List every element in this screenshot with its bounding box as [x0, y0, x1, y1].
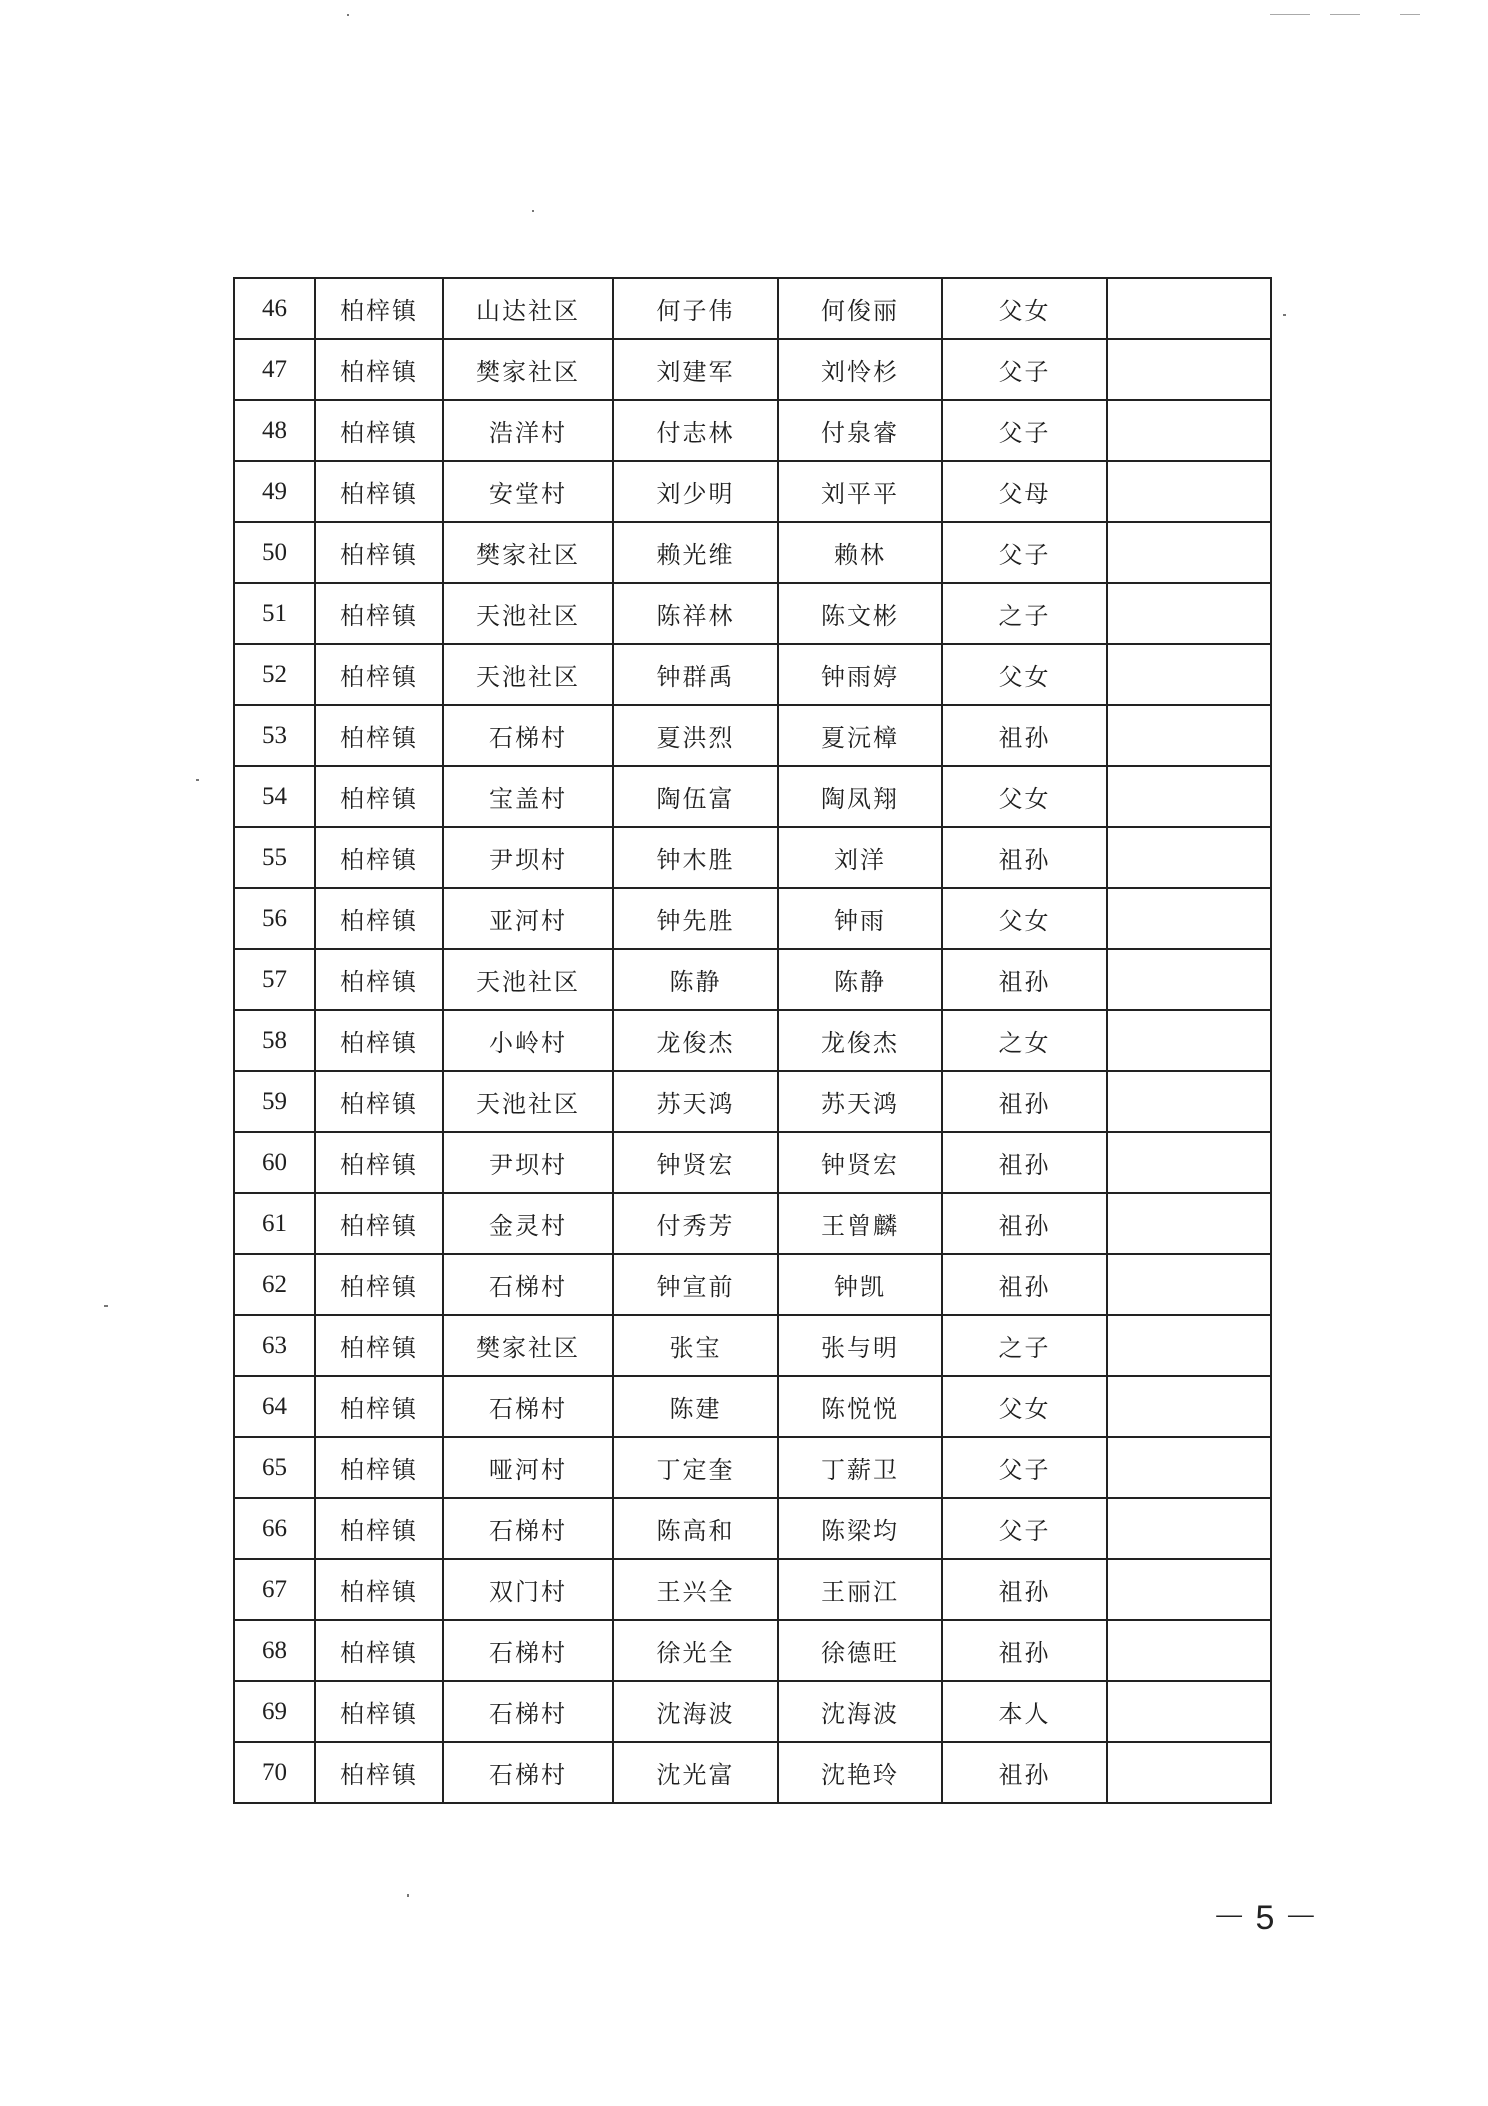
row-number-cell: 47 [234, 339, 315, 400]
applicant-name-cell: 沈海波 [613, 1681, 778, 1742]
table-row [234, 339, 1271, 400]
village-cell: 石梯村 [443, 705, 613, 766]
village-cell: 天池社区 [443, 583, 613, 644]
relationship-cell: 祖孙 [942, 1742, 1107, 1803]
relationship-cell: 祖孙 [942, 705, 1107, 766]
relationship-cell: 父女 [942, 644, 1107, 705]
row-number-cell: 53 [234, 705, 315, 766]
table-row [234, 766, 1271, 827]
table-row [234, 461, 1271, 522]
town-cell: 柏梓镇 [315, 644, 443, 705]
applicant-name-cell: 张宝 [613, 1315, 778, 1376]
remark-cell [1107, 1437, 1271, 1498]
table-row [234, 949, 1271, 1010]
town-cell: 柏梓镇 [315, 888, 443, 949]
remark-cell [1107, 461, 1271, 522]
applicant-name-cell: 钟先胜 [613, 888, 778, 949]
row-number-cell: 55 [234, 827, 315, 888]
village-cell: 宝盖村 [443, 766, 613, 827]
scan-speck [407, 1894, 409, 1897]
recipient-name-cell: 陈文彬 [778, 583, 942, 644]
relationship-cell: 父母 [942, 461, 1107, 522]
row-number-cell: 58 [234, 1010, 315, 1071]
row-number-cell: 51 [234, 583, 315, 644]
applicant-name-cell: 沈光富 [613, 1742, 778, 1803]
relationship-cell: 父子 [942, 522, 1107, 583]
table-row [234, 400, 1271, 461]
relationship-cell: 祖孙 [942, 1193, 1107, 1254]
row-number-cell: 60 [234, 1132, 315, 1193]
village-cell: 天池社区 [443, 949, 613, 1010]
recipient-name-cell: 刘洋 [778, 827, 942, 888]
recipient-name-cell: 赖林 [778, 522, 942, 583]
row-number-cell: 61 [234, 1193, 315, 1254]
table-row [234, 888, 1271, 949]
row-number-cell: 69 [234, 1681, 315, 1742]
remark-cell [1107, 888, 1271, 949]
relationship-cell: 父子 [942, 400, 1107, 461]
village-cell: 石梯村 [443, 1620, 613, 1681]
remark-cell [1107, 1193, 1271, 1254]
town-cell: 柏梓镇 [315, 1498, 443, 1559]
row-number-cell: 63 [234, 1315, 315, 1376]
village-cell: 双门村 [443, 1559, 613, 1620]
town-cell: 柏梓镇 [315, 339, 443, 400]
remark-cell [1107, 1620, 1271, 1681]
relationship-cell: 本人 [942, 1681, 1107, 1742]
village-cell: 浩洋村 [443, 400, 613, 461]
applicant-name-cell: 徐光全 [613, 1620, 778, 1681]
town-cell: 柏梓镇 [315, 827, 443, 888]
village-cell: 尹坝村 [443, 1132, 613, 1193]
town-cell: 柏梓镇 [315, 1132, 443, 1193]
recipient-name-cell: 徐德旺 [778, 1620, 942, 1681]
remark-cell [1107, 1376, 1271, 1437]
village-cell: 石梯村 [443, 1376, 613, 1437]
row-number-cell: 65 [234, 1437, 315, 1498]
relationship-cell: 祖孙 [942, 1559, 1107, 1620]
table-row [234, 1620, 1271, 1681]
recipient-name-cell: 夏沅樟 [778, 705, 942, 766]
town-cell: 柏梓镇 [315, 583, 443, 644]
row-number-cell: 50 [234, 522, 315, 583]
recipient-name-cell: 沈艳玲 [778, 1742, 942, 1803]
table-row [234, 1071, 1271, 1132]
remark-cell [1107, 1498, 1271, 1559]
recipient-name-cell: 钟雨 [778, 888, 942, 949]
relationship-cell: 祖孙 [942, 1071, 1107, 1132]
village-cell: 天池社区 [443, 1071, 613, 1132]
recipient-name-cell: 陈悦悦 [778, 1376, 942, 1437]
town-cell: 柏梓镇 [315, 705, 443, 766]
relationship-cell: 之子 [942, 583, 1107, 644]
recipient-name-cell: 龙俊杰 [778, 1010, 942, 1071]
table-row [234, 1559, 1271, 1620]
recipient-name-cell: 丁薪卫 [778, 1437, 942, 1498]
row-number-cell: 52 [234, 644, 315, 705]
table-row [234, 1315, 1271, 1376]
scan-speck [1330, 14, 1360, 15]
town-cell: 柏梓镇 [315, 1681, 443, 1742]
relationship-cell: 父女 [942, 1376, 1107, 1437]
relationship-cell: 祖孙 [942, 1254, 1107, 1315]
town-cell: 柏梓镇 [315, 1742, 443, 1803]
table-row [234, 1681, 1271, 1742]
recipient-name-cell: 陈静 [778, 949, 942, 1010]
village-cell: 山达社区 [443, 278, 613, 339]
village-cell: 石梯村 [443, 1254, 613, 1315]
table-row [234, 644, 1271, 705]
remark-cell [1107, 278, 1271, 339]
applicant-name-cell: 付志林 [613, 400, 778, 461]
recipient-name-cell: 王曾麟 [778, 1193, 942, 1254]
remark-cell [1107, 644, 1271, 705]
row-number-cell: 68 [234, 1620, 315, 1681]
recipient-name-cell: 沈海波 [778, 1681, 942, 1742]
town-cell: 柏梓镇 [315, 1071, 443, 1132]
table-row [234, 1437, 1271, 1498]
recipient-name-cell: 何俊丽 [778, 278, 942, 339]
town-cell: 柏梓镇 [315, 1315, 443, 1376]
town-cell: 柏梓镇 [315, 1559, 443, 1620]
applicant-name-cell: 钟木胜 [613, 827, 778, 888]
row-number-cell: 56 [234, 888, 315, 949]
row-number-cell: 54 [234, 766, 315, 827]
village-cell: 哑河村 [443, 1437, 613, 1498]
town-cell: 柏梓镇 [315, 1376, 443, 1437]
relationship-cell: 父子 [942, 339, 1107, 400]
village-cell: 樊家社区 [443, 339, 613, 400]
table-row [234, 827, 1271, 888]
applicant-name-cell: 钟宣前 [613, 1254, 778, 1315]
relationship-cell: 祖孙 [942, 949, 1107, 1010]
relationship-cell: 祖孙 [942, 827, 1107, 888]
town-cell: 柏梓镇 [315, 1437, 443, 1498]
town-cell: 柏梓镇 [315, 1193, 443, 1254]
recipient-name-cell: 钟雨婷 [778, 644, 942, 705]
village-cell: 石梯村 [443, 1742, 613, 1803]
recipient-name-cell: 钟贤宏 [778, 1132, 942, 1193]
applicant-name-cell: 陈建 [613, 1376, 778, 1437]
table-row [234, 1376, 1271, 1437]
recipient-name-cell: 陶凤翔 [778, 766, 942, 827]
row-number-cell: 62 [234, 1254, 315, 1315]
village-cell: 金灵村 [443, 1193, 613, 1254]
applicant-name-cell: 钟群禹 [613, 644, 778, 705]
remark-cell [1107, 827, 1271, 888]
village-cell: 安堂村 [443, 461, 613, 522]
roster-table [233, 277, 1272, 1804]
recipient-name-cell: 付泉睿 [778, 400, 942, 461]
row-number-cell: 48 [234, 400, 315, 461]
remark-cell [1107, 1559, 1271, 1620]
row-number-cell: 46 [234, 278, 315, 339]
row-number-cell: 70 [234, 1742, 315, 1803]
scan-speck [1270, 14, 1310, 15]
page-number: － 5 － [1212, 1899, 1318, 1937]
relationship-cell: 之子 [942, 1315, 1107, 1376]
village-cell: 石梯村 [443, 1681, 613, 1742]
scan-speck [1400, 14, 1420, 15]
applicant-name-cell: 陶伍富 [613, 766, 778, 827]
relationship-cell: 父女 [942, 888, 1107, 949]
applicant-name-cell: 龙俊杰 [613, 1010, 778, 1071]
scan-speck [532, 210, 534, 212]
recipient-name-cell: 苏天鸿 [778, 1071, 942, 1132]
remark-cell [1107, 1742, 1271, 1803]
relationship-cell: 父子 [942, 1437, 1107, 1498]
recipient-name-cell: 张与明 [778, 1315, 942, 1376]
row-number-cell: 67 [234, 1559, 315, 1620]
recipient-name-cell: 刘平平 [778, 461, 942, 522]
applicant-name-cell: 陈祥林 [613, 583, 778, 644]
remark-cell [1107, 1010, 1271, 1071]
recipient-name-cell: 王丽江 [778, 1559, 942, 1620]
remark-cell [1107, 1681, 1271, 1742]
village-cell: 天池社区 [443, 644, 613, 705]
village-cell: 亚河村 [443, 888, 613, 949]
remark-cell [1107, 766, 1271, 827]
table-row [234, 705, 1271, 766]
remark-cell [1107, 1254, 1271, 1315]
table-row [234, 1254, 1271, 1315]
applicant-name-cell: 苏天鸿 [613, 1071, 778, 1132]
recipient-name-cell: 陈梁均 [778, 1498, 942, 1559]
table-row [234, 522, 1271, 583]
remark-cell [1107, 522, 1271, 583]
remark-cell [1107, 949, 1271, 1010]
scan-speck [104, 1305, 108, 1307]
village-cell: 小岭村 [443, 1010, 613, 1071]
applicant-name-cell: 丁定奎 [613, 1437, 778, 1498]
roster-table-body [234, 278, 1271, 1803]
row-number-cell: 64 [234, 1376, 315, 1437]
applicant-name-cell: 王兴全 [613, 1559, 778, 1620]
applicant-name-cell: 夏洪烈 [613, 705, 778, 766]
relationship-cell: 之女 [942, 1010, 1107, 1071]
remark-cell [1107, 1132, 1271, 1193]
remark-cell [1107, 400, 1271, 461]
remark-cell [1107, 1071, 1271, 1132]
town-cell: 柏梓镇 [315, 1254, 443, 1315]
applicant-name-cell: 刘少明 [613, 461, 778, 522]
applicant-name-cell: 赖光维 [613, 522, 778, 583]
recipient-name-cell: 钟凯 [778, 1254, 942, 1315]
applicant-name-cell: 陈静 [613, 949, 778, 1010]
applicant-name-cell: 付秀芳 [613, 1193, 778, 1254]
scan-speck [1283, 314, 1286, 316]
town-cell: 柏梓镇 [315, 400, 443, 461]
table-row [234, 1132, 1271, 1193]
scan-speck [347, 14, 349, 16]
town-cell: 柏梓镇 [315, 949, 443, 1010]
row-number-cell: 49 [234, 461, 315, 522]
applicant-name-cell: 钟贤宏 [613, 1132, 778, 1193]
remark-cell [1107, 1315, 1271, 1376]
relationship-cell: 父子 [942, 1498, 1107, 1559]
town-cell: 柏梓镇 [315, 278, 443, 339]
remark-cell [1107, 583, 1271, 644]
recipient-name-cell: 刘怜杉 [778, 339, 942, 400]
table-row [234, 1010, 1271, 1071]
village-cell: 尹坝村 [443, 827, 613, 888]
row-number-cell: 57 [234, 949, 315, 1010]
village-cell: 樊家社区 [443, 522, 613, 583]
village-cell: 石梯村 [443, 1498, 613, 1559]
village-cell: 樊家社区 [443, 1315, 613, 1376]
applicant-name-cell: 刘建军 [613, 339, 778, 400]
remark-cell [1107, 705, 1271, 766]
table-row [234, 1742, 1271, 1803]
town-cell: 柏梓镇 [315, 766, 443, 827]
relationship-cell: 祖孙 [942, 1620, 1107, 1681]
applicant-name-cell: 何子伟 [613, 278, 778, 339]
row-number-cell: 66 [234, 1498, 315, 1559]
town-cell: 柏梓镇 [315, 1620, 443, 1681]
table-row [234, 278, 1271, 339]
relationship-cell: 父女 [942, 278, 1107, 339]
applicant-name-cell: 陈高和 [613, 1498, 778, 1559]
scan-speck [196, 779, 199, 781]
table-row [234, 583, 1271, 644]
relationship-cell: 父女 [942, 766, 1107, 827]
town-cell: 柏梓镇 [315, 461, 443, 522]
relationship-cell: 祖孙 [942, 1132, 1107, 1193]
town-cell: 柏梓镇 [315, 1010, 443, 1071]
town-cell: 柏梓镇 [315, 522, 443, 583]
remark-cell [1107, 339, 1271, 400]
table-row [234, 1498, 1271, 1559]
table-row [234, 1193, 1271, 1254]
row-number-cell: 59 [234, 1071, 315, 1132]
